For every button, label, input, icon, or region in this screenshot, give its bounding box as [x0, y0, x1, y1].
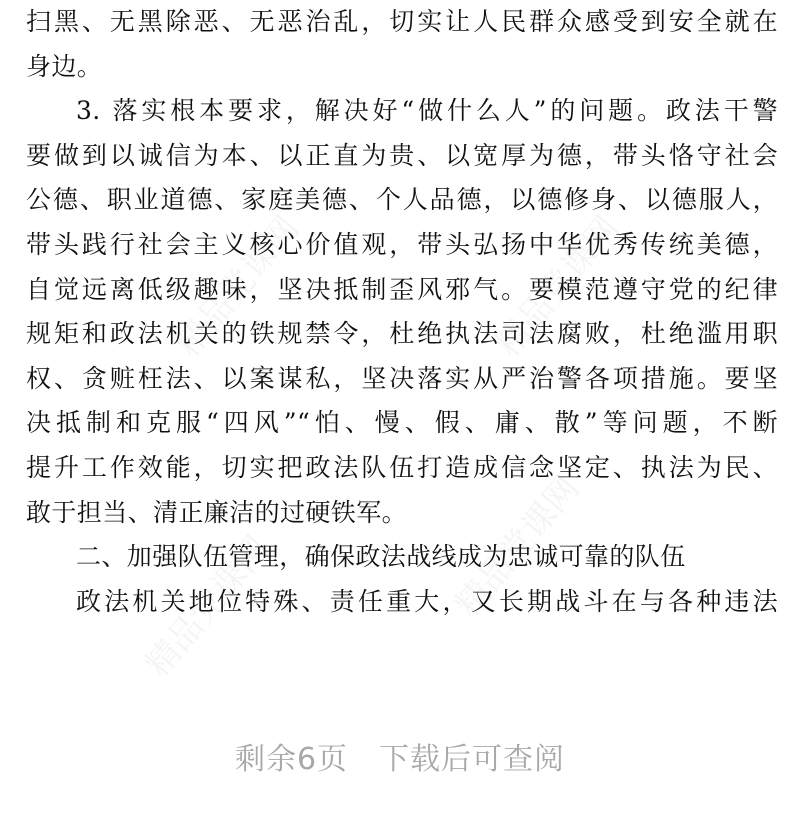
text-line: 权、贪赃枉法、以案谋私，坚决落实从严治警各项措施。要坚 — [26, 363, 778, 393]
watermark: 精品党课网 — [447, 468, 588, 625]
text-line: 3. 落实根本要求，解决好“做什么人”的问题。政法干警 — [76, 96, 778, 126]
text-line: 政法机关地位特殊、责任重大，又长期战斗在与各种违法 — [76, 586, 778, 616]
text-line: 公德、职业道德、家庭美德、个人品德，以德修身、以德服人， — [26, 185, 778, 215]
text-line: 要做到以诚信为本、以正直为贵、以宽厚为德，带头恪守社会 — [26, 140, 778, 170]
text-line: 扫黑、无黑除恶、无恶治乱，切实让人民群众感受到安全就在 — [26, 7, 778, 36]
watermark: 精品党课网 — [167, 208, 308, 365]
watermark: 精品党课网 — [487, 208, 628, 365]
text-line: 带头践行社会主义核心价值观，带头弘扬中华优秀传统美德， — [26, 229, 778, 259]
document-body — [26, 0, 778, 624]
text-line: 规矩和政法机关的铁规禁令，杜绝执法司法腐败，杜绝滥用职 — [26, 319, 778, 349]
watermark: 精品党课网 — [137, 528, 278, 685]
remaining-pages-notice[interactable]: 剩余6页 下载后可查阅 — [234, 742, 566, 777]
text-line: 自觉远离低级趣味，坚决抵制歪风邪气。要模范遵守党的纪律 — [26, 274, 778, 304]
text-line: 提升工作效能，切实把政法队伍打造成信念坚定、执法为民、 — [26, 452, 778, 482]
text-line: 身边。 — [26, 51, 103, 81]
section-heading: 二、加强队伍管理，确保政法战线成为忠诚可靠的队伍 — [76, 542, 686, 572]
text-line: 敢于担当、清正廉洁的过硬铁军。 — [26, 497, 408, 527]
text-line: 决抵制和克服“四风”“怕、慢、假、庸、散”等问题，不断 — [26, 408, 778, 438]
